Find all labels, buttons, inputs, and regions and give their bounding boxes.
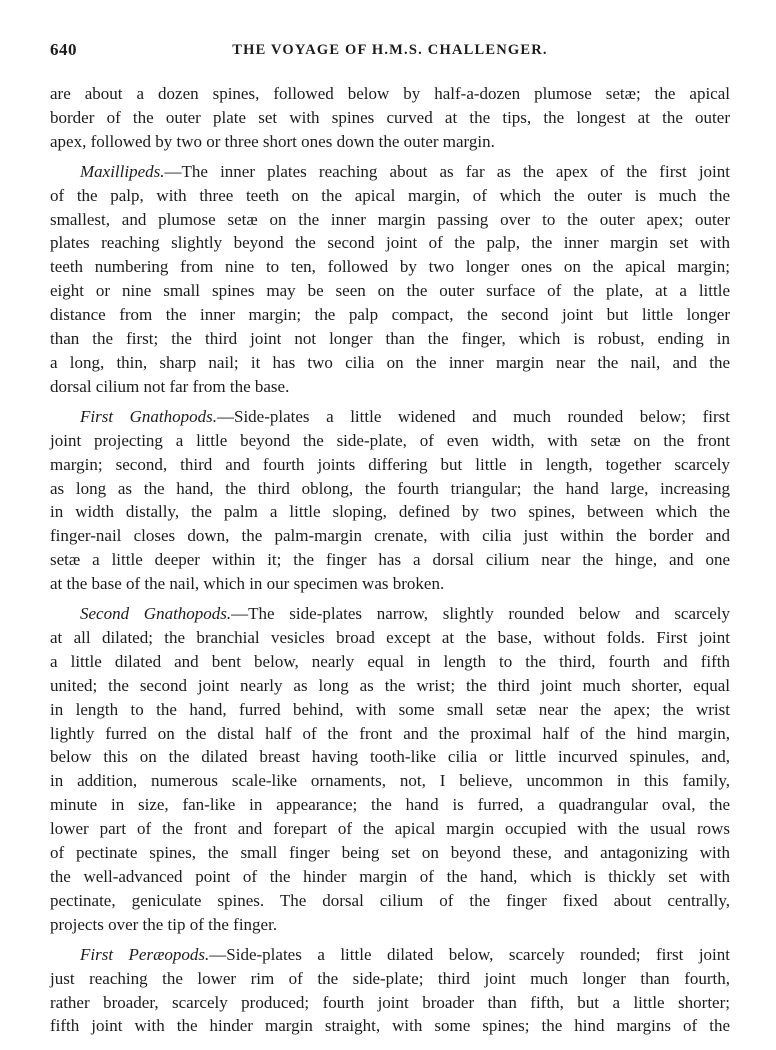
paragraph-continuation bbox=[50, 82, 730, 154]
text-line bbox=[50, 160, 730, 184]
text-run: —Side-plates a little dilated below, scarcely rounded; first joint bbox=[209, 944, 730, 964]
text-line: just reaching the lower rim of the side-plate; third joint much longer than fourth, bbox=[50, 968, 730, 988]
text-line: a long, thin, sharp nail; it has two cilia on the inner margin near the nail, and the bbox=[50, 352, 730, 372]
text-line: lower part of the front and forepart of the apical margin occupied with the usual rows bbox=[50, 819, 730, 839]
text-line: a little dilated and bent below, nearly equal in length to the third, fourth and fifth bbox=[50, 651, 730, 671]
text-line: in width distally, the palm a little sloping, defined by two spines, between which the bbox=[50, 502, 730, 522]
text-line: distance from the inner margin; the palp compact, the second joint but little longer bbox=[50, 305, 730, 325]
text-line: rather broader, scarcely produced; fourth joint broader than fifth, but a little shorter; bbox=[50, 992, 730, 1012]
text-line bbox=[50, 943, 730, 967]
running-title: THE VOYAGE OF H.M.S. CHALLENGER. bbox=[232, 42, 548, 58]
text-line: teeth numbering from nine to ten, followed by two longer ones on the apical margin; bbox=[50, 257, 730, 277]
text-line: of pectinate spines, the small finger being set on beyond these, and antagonizing with bbox=[50, 843, 730, 863]
text-line: setæ a little deeper within it; the finger has a dorsal cilium near the hinge, and one bbox=[50, 550, 730, 570]
text-line: minute in size, fan-like in appearance; the hand is furred, a quadrangular oval, the bbox=[50, 795, 730, 815]
text-line: projects over the tip of the finger. bbox=[50, 914, 278, 934]
text-line: lightly furred on the distal half of the front and the proximal half of the hind margin, bbox=[50, 723, 730, 743]
section-heading-maxillipeds: Maxillipeds. bbox=[80, 161, 165, 181]
text-line: are about a dozen spines, followed below by half-a-dozen plumose setæ; the apical bbox=[50, 84, 730, 103]
text-line: of the palp, with three teeth on the apical margin, of which the outer is much the bbox=[50, 185, 730, 205]
paragraph-maxillipeds bbox=[50, 160, 730, 399]
section-heading-first-peraeopods: First Peræopods. bbox=[80, 944, 210, 964]
paragraph-first-gnathopods bbox=[50, 405, 730, 596]
text-line: at all dilated; the branchial vesicles broad except at the base, without folds. First joint bbox=[50, 627, 730, 647]
page-number: 640 bbox=[50, 40, 77, 59]
text-line: in length to the hand, furred behind, with some small setæ near the apex; the wrist bbox=[50, 699, 730, 719]
text-line: united; the second joint nearly as long as the wrist; the third joint much shorter, equal bbox=[50, 675, 730, 695]
running-header bbox=[50, 40, 730, 64]
text-line: plates reaching slightly beyond the second joint of the palp, the inner margin set with bbox=[50, 233, 730, 253]
text-line: than the first; the third joint not longer than the finger, which is robust, ending in bbox=[50, 329, 730, 349]
text-line bbox=[50, 405, 730, 429]
text-line: finger-nail closes down, the palm-margin crenate, with cilia just within the border and bbox=[50, 526, 730, 546]
text-line: pectinate, geniculate spines. The dorsal cilium of the finger fixed about centrally, bbox=[50, 890, 730, 910]
text-run: —The inner plates reaching about as far as the apex of the first joint bbox=[164, 161, 730, 181]
text-line: joint projecting a little beyond the side-plate, of even width, with setæ on the front bbox=[50, 430, 730, 450]
section-heading-first-gnathopods: First Gnathopods. bbox=[80, 406, 217, 426]
text-line: the well-advanced point of the hinder margin of the hand, which is thickly set with bbox=[50, 867, 730, 886]
document-page bbox=[50, 40, 730, 1044]
text-line: smallest, and plumose setæ on the inner margin passing over to the outer apex; outer bbox=[50, 209, 730, 229]
paragraph-first-peraeopods bbox=[50, 943, 730, 1039]
text-line: as long as the hand, the third oblong, the fourth triangular; the hand large, increasing bbox=[50, 478, 730, 498]
text-line: in addition, numerous scale-like ornaments, not, I believe, uncommon in this family, bbox=[50, 771, 730, 791]
text-line: margin; second, third and fourth joints differing but little in length, together scarcely bbox=[50, 454, 730, 474]
text-line: fifth joint with the hinder margin straight, with some spines; the hind margins of the bbox=[50, 1016, 730, 1036]
section-heading-second-gnathopods: Second Gnathopods. bbox=[80, 604, 232, 624]
text-line: at the base of the nail, which in our specimen was broken. bbox=[50, 574, 445, 594]
text-line: eight or nine small spines may be seen on the outer surface of the plate, at a little bbox=[50, 281, 730, 301]
text-line: apex, followed by two or three short ones down the outer margin. bbox=[50, 131, 495, 151]
text-line: border of the outer plate set with spines curved at the tips, the longest at the outer bbox=[50, 107, 730, 127]
paragraph-second-gnathopods bbox=[50, 602, 730, 937]
text-line: below this on the dilated breast having tooth-like cilia or little incurved spinules, and, bbox=[50, 747, 730, 767]
text-line: dorsal cilium not far from the base. bbox=[50, 376, 290, 396]
text-run: —The side-plates narrow, slightly rounded below and scarcely bbox=[231, 604, 730, 624]
text-line bbox=[50, 602, 730, 626]
text-run: —Side-plates a little widened and much rounded below; first bbox=[217, 406, 730, 426]
body-text bbox=[50, 82, 730, 1038]
